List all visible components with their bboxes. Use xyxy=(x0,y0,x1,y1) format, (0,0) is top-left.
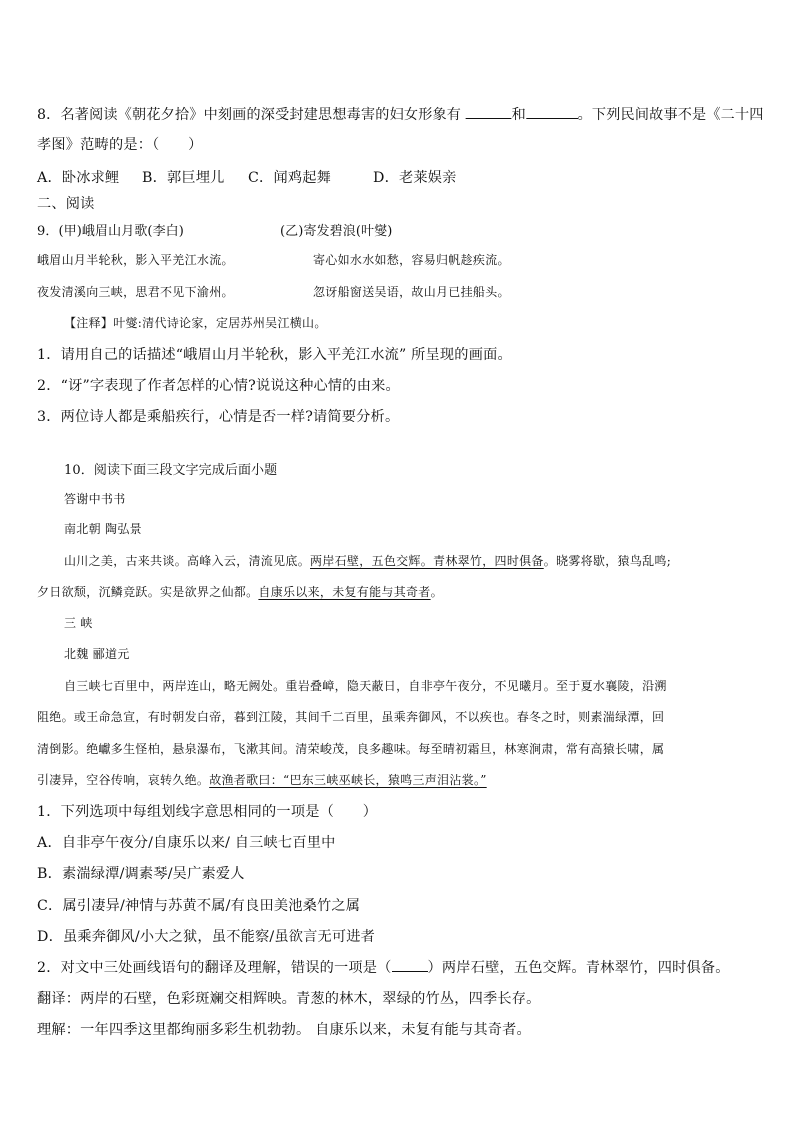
sub2-question-b: ）两岸石壁，五色交辉。青林翠竹，四时俱备。 xyxy=(427,960,730,976)
text1-line1-b: 。晓雾将歇，猿鸟乱鸣; xyxy=(543,554,672,568)
q9-title-b: (乙)寄发碧浪(叶燮) xyxy=(280,224,393,239)
q9-question-1: 1．请用自己的话描述“峨眉山月半轮秋，影入平羌江水流” 所呈现的画面。 xyxy=(37,347,512,363)
sub1-question: 1．下列选项中每组划线字意思相同的一项是（ ） xyxy=(37,804,378,820)
text2-title: 三 峡 xyxy=(64,616,93,630)
underlined-sentence: 自康乐以来，未复有能与其奇者 xyxy=(258,585,431,599)
answer-blank[interactable] xyxy=(392,959,428,972)
text2-author: 北魏 郦道元 xyxy=(64,647,130,661)
text1-line1-a: 山川之美，古来共谈。高峰入云，清流见底。 xyxy=(64,554,311,568)
poem-b-line2: 忽讶船窗送吴语，故山月已挂船头。 xyxy=(313,285,510,299)
poem-a-line1: 峨眉山月半轮秋，影入平羌江水流。 xyxy=(37,253,234,267)
sub1-option-c: C．属引凄异/神情与苏黄不属/有良田美池桑竹之属 xyxy=(37,898,361,914)
sub1-option-b: B．素湍绿潭/调素琴/吴广素爱人 xyxy=(37,866,245,882)
section-heading: 二、阅读 xyxy=(37,196,95,212)
q8-option-d: D．老莱娱亲 xyxy=(373,170,457,186)
text2-line3: 清倒影。绝巘多生怪柏，悬泉瀑布，飞漱其间。清荣峻茂，良多趣味。每至晴初霜旦，林寒涧肃，常有高猿长啸，属 xyxy=(37,742,665,756)
text2-line2: 阻绝。或王命急宣，有时朝发白帝，暮到江陵，其间千二百里，虽乘奔御风，不以疾也。春冬之时，则素湍绿潭，回 xyxy=(37,710,665,724)
q8-and: 和 xyxy=(511,107,526,123)
underlined-sentence: 故渔者歌曰：“巴东三峡巫峡长，猿鸣三声泪沾裳。” xyxy=(209,773,487,787)
sub2-translation: 翻译：两岸的石壁，色彩斑斓交相辉映。青葱的林木，翠绿的竹丛，四季长存。 xyxy=(37,991,541,1007)
answer-blank[interactable] xyxy=(526,106,578,119)
sub2-question xyxy=(37,957,730,977)
q9-question-2: 2．“讶”字表现了作者怎样的心情?说说这种心情的由来。 xyxy=(37,378,400,394)
sub1-option-d: D．虽乘奔御风/小大之狱，虽不能察/虽欲言无可进者 xyxy=(37,929,376,945)
q8-option-a: A．卧冰求鲤 xyxy=(37,170,120,186)
text2-line1: 自三峡七百里中，两岸连山，略无阙处。重岩叠嶂，隐天蔽日，自非亭午夜分，不见曦月。至于夏水襄陵，沿溯 xyxy=(64,679,667,693)
q8-line1 xyxy=(37,104,764,124)
text1-author: 南北朝 陶弘景 xyxy=(64,522,142,536)
q10-heading: 10．阅读下面三段文字完成后面小题 xyxy=(64,463,278,478)
answer-blank[interactable] xyxy=(466,106,512,119)
q9-question-3: 3．两位诗人都是乘船疾行，心情是否一样?请简要分析。 xyxy=(37,409,400,425)
q8-line1-suffix: 。下列民间故事不是《二十四 xyxy=(577,107,764,123)
sub2-understanding: 理解：一年四季这里都绚丽多彩生机勃勃。 自康乐以来，未复有能与其奇者。 xyxy=(37,1022,531,1038)
text1-title: 答谢中书书 xyxy=(64,492,126,506)
q8-line1-prefix: 8．名著阅读《朝花夕拾》中刻画的深受封建思想毒害的妇女形象有 xyxy=(37,107,462,123)
text1-line2 xyxy=(37,583,443,600)
q8-option-c: C．闻鸡起舞 xyxy=(248,170,331,186)
text2-line4 xyxy=(37,771,487,788)
poem-a-line2: 夜发清溪向三峡，思君不见下渝州。 xyxy=(37,285,234,299)
poem-b-line1: 寄心如水水如愁，容易归帆趁疾流。 xyxy=(313,253,510,267)
sub1-option-a: A．自非亭午夜分/自康乐以来/ 自三峡七百里中 xyxy=(37,835,336,851)
text2-line4-a: 引凄异，空谷传响，哀转久绝。 xyxy=(37,773,210,787)
poem-note: 【注释】叶燮:清代诗论家，定居苏州吴江横山。 xyxy=(64,316,327,330)
q9-title-a: 9．(甲)峨眉山月歌(李白) xyxy=(37,224,184,239)
text1-line2-a: 夕日欲颓，沉鳞竞跃。实是欲界之仙都。 xyxy=(37,585,259,599)
text1-line2-b: 。 xyxy=(430,585,443,599)
q8-line2: 孝图》范畴的是：（ ） xyxy=(37,137,203,153)
text1-line1 xyxy=(64,552,671,569)
q8-option-b: B．郭巨埋儿 xyxy=(142,170,225,186)
underlined-sentence: 两岸石壁，五色交辉。青林翠竹，四时俱备 xyxy=(310,554,544,568)
sub2-question-a: 2．对文中三处画线语句的翻译及理解，错误的一项是（ xyxy=(37,960,392,976)
